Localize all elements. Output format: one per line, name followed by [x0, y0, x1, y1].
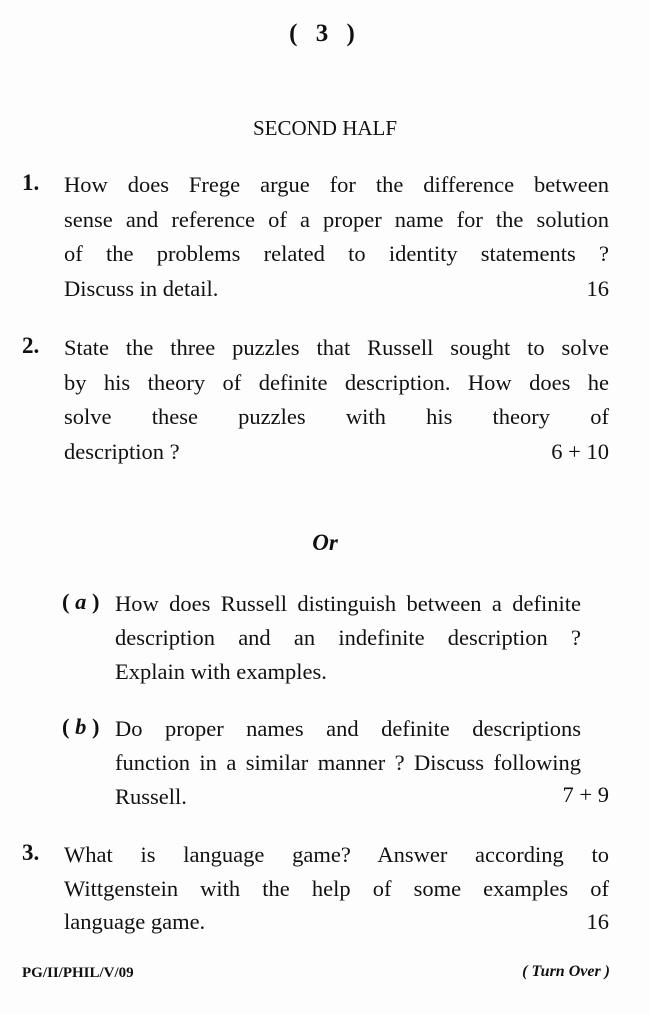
question-3-last-line: [64, 905, 609, 939]
question-3-text: [64, 838, 609, 939]
alternative-marks: 7 + 9: [562, 782, 609, 807]
question-1-line: Discuss in detail.: [64, 275, 219, 301]
question-3-marks: 16: [586, 909, 609, 934]
footer-paper-code: PG/II/PHIL/V/09: [22, 965, 134, 981]
question-1-last-line: [64, 272, 609, 307]
alternative-b-line: function in a similar manner ? Discuss following: [115, 750, 581, 775]
question-2-last-line: [64, 435, 609, 470]
alternative-a-line: Explain with examples.: [115, 659, 327, 684]
alternative-b-line: Russell.: [115, 784, 187, 809]
alternative-b-label: ( b ): [62, 714, 100, 739]
alternative-b-line: Do proper names and definite descriptions: [115, 716, 581, 741]
alternative-a-line: description and an indefinite description ?: [115, 625, 581, 650]
question-1-line: of the problems related to identity statements ?: [64, 241, 609, 266]
alternative-a-label: ( a ): [62, 589, 100, 614]
question-2-marks: 6 + 10: [551, 438, 609, 464]
question-1-line: How does Frege argue for the difference between: [64, 172, 609, 197]
alternative-a-line: How does Russell distinguish between a definite: [115, 591, 581, 616]
question-1-number: 1.: [22, 170, 40, 195]
page-number: ( 3 ): [289, 20, 361, 47]
or-label: Or: [312, 530, 338, 555]
question-3-line: What is language game? Answer according to: [64, 842, 609, 867]
question-2-line: State the three puzzles that Russell sought to solve: [64, 335, 609, 360]
question-1-marks: 16: [586, 275, 609, 301]
question-1-text: [64, 168, 609, 306]
question-2-line: solve these puzzles with his theory of: [64, 404, 609, 429]
alternative-a-text: [115, 587, 581, 689]
question-3-line: language game.: [64, 909, 206, 934]
question-1-line: sense and reference of a proper name for the solution: [64, 206, 609, 232]
question-2-text: [64, 331, 609, 469]
question-2-line: description ?: [64, 438, 180, 464]
question-2-number: 2.: [22, 333, 40, 358]
question-2-line: by his theory of definite description. How does he: [64, 369, 609, 395]
footer-turn-over: ( Turn Over ): [522, 963, 610, 980]
section-title: SECOND HALF: [252, 116, 398, 140]
question-3-number: 3.: [22, 840, 40, 865]
alternative-b-text: [115, 712, 581, 814]
question-3-line: Wittgenstein with the help of some examples of: [64, 875, 609, 901]
